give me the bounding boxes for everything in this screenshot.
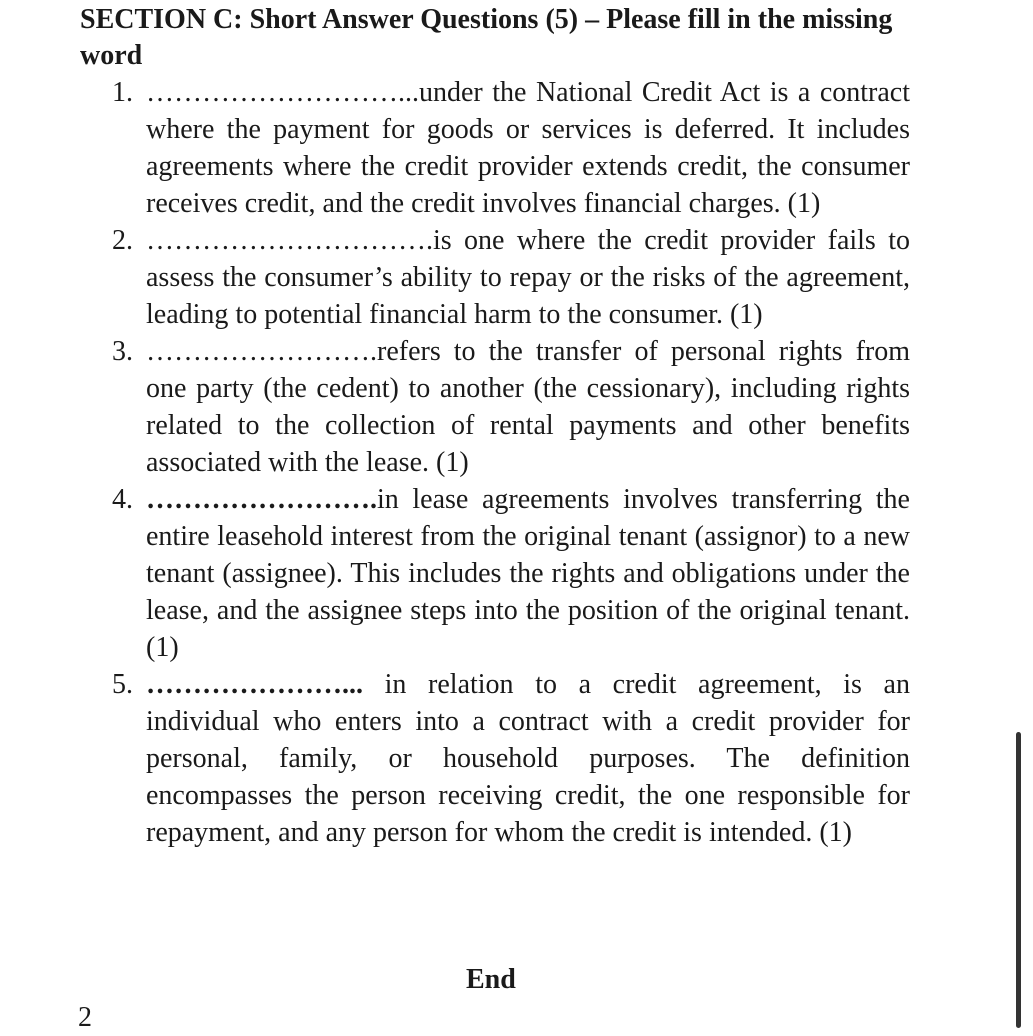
section-heading: SECTION C: Short Answer Questions (5) – Please fill in the missing word <box>80 4 893 71</box>
question-item <box>112 333 910 481</box>
answer-blank: …………………... <box>146 669 363 700</box>
answer-blank: ……………………. <box>146 336 377 367</box>
question-item <box>112 222 910 333</box>
question-number: 2. <box>112 225 133 256</box>
question-item <box>112 666 910 851</box>
question-body: under the National Credit Act is a contract where the payment for goods or services is deferred. It includes agreements where the credit provider extends credit, the consumer receives credit, and the credit involves financial charges. (1) <box>146 77 910 219</box>
question-body: is one where the credit provider fails to assess the consumer’s ability to repay or the risks of the agreement, leading to potential financial harm to the consumer. (1) <box>146 225 910 330</box>
answer-blank: ………………………... <box>146 77 419 108</box>
answer-blank: ……………………. <box>146 484 377 515</box>
vertical-scrollbar[interactable] <box>1016 732 1021 1028</box>
question-item <box>112 481 910 666</box>
question-number: 3. <box>112 336 133 367</box>
question-text <box>146 333 910 481</box>
question-text <box>146 481 910 666</box>
question-body: in relation to a credit agreement, is an individual who enters into a contract with a credit provider for personal, family, or household purposes. The definition encompasses the person receiving credit, the one responsible for repayment, and any person for whom the credit is intended. (1) <box>146 669 910 848</box>
page-number: 2 <box>78 1002 92 1033</box>
question-number: 1. <box>112 77 133 108</box>
end-label: End <box>466 964 516 995</box>
question-item <box>112 74 910 222</box>
answer-blank: …………………………. <box>146 225 433 256</box>
question-body: in lease agreements involves transferring the entire leasehold interest from the original tenant (assignor) to a new tenant (assignee). This includes the rights and obligations under the lease, and the assignee steps into the position of the original tenant. (1) <box>146 484 910 663</box>
question-text <box>146 666 910 851</box>
question-number: 5. <box>112 669 133 700</box>
question-text <box>146 222 910 333</box>
question-list <box>112 74 910 851</box>
question-text <box>146 74 910 222</box>
question-number: 4. <box>112 484 133 515</box>
question-body: refers to the transfer of personal rights from one party (the cedent) to another (the cessionary), including rights related to the collection of rental payments and other benefits associated with the lease. (1) <box>146 336 910 478</box>
